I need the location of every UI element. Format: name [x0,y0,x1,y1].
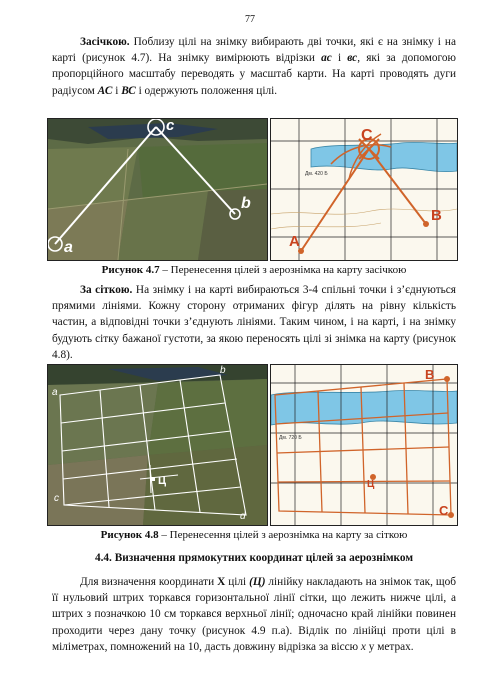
map48-label-C: C [439,503,449,518]
text-span: і [112,84,122,97]
photo-label-b: b [241,195,251,212]
section-heading: 4.4. Визначення прямокутних координат цілей за аерознімком [94,552,414,564]
text-span: цілі [225,576,250,588]
caption-number: Рисунок 4.8 [100,529,159,541]
text-span: і [331,52,348,65]
term-grid: За сіткою. [80,284,133,296]
map48-label-dm: Дм. 720 Б [279,435,302,441]
map-label-dm: Дм. 420 Б [305,171,328,177]
text-span: і одержують положення цілі. [135,84,278,97]
text-span: Для визначення координати [80,576,218,588]
text-span: , які за допомогою пропорційного масштабу переводять у масштаб карти. На карті проводять дуги радіусом [52,52,456,97]
photo-label-a: a [64,239,73,256]
text-span: Поблизу цілі на знімку вибирають дві точки, які є на знімку і на карті (рисунок 4.7). На знімку вимірюють відрізки [52,36,456,65]
text-span: лінійку накладають на знімок так, щоб її нульовий штрих торкався горизонтальної лінії сітки, що лежить нижче цілі, а штрих з позначкою 10 см торкався верхньої лінії; одночасно край лінійки повинен проходити через дану точку (рисунок 4.9 п.а). Відлік по лінійці проти цілі в міліметрах, помножений на 10, дасть довжину відрізка за віссю [52,576,456,653]
caption-figure-4-8 [52,529,456,541]
map48-label-target: Ц [367,479,375,490]
paragraph-coordinates [52,574,456,655]
map-label-A: A [289,233,300,250]
paragraph-intersection [52,34,456,99]
photo-label-c: c [166,118,175,134]
figure-4-8-aerial-photo [47,364,268,526]
photo48-label-c: c [54,493,59,504]
photo48-label-b: b [220,365,226,376]
axis-x: х [360,640,366,653]
photo48-label-target: Ц [158,475,167,487]
caption-text: – Перенесення цілей з аерознімка на карту засічкою [159,264,407,276]
map48-label-B: B [425,367,435,382]
page-number: 77 [245,14,255,25]
target-symbol: (Ц) [249,576,266,588]
text-span: На знімку і на карті вибираються 3-4 спільні точки і з’єднуються прямими лініями. Кожну сторону отриманих фігур ділять на рівну кількість частин, а відповідні точки з’єднують лініями. Таким чином, і на карті, і на знімку будують сітку бажаної густоти, за якою переносять цілі зі знімка на карту (рисунок 4.8). [52,284,456,361]
figure-4-8-map [270,364,458,526]
paragraph-grid-method [52,282,456,363]
figure-4-7-aerial-photo [47,118,268,261]
caption-figure-4-7 [52,264,456,276]
caption-text: – Перенесення цілей з аерознімка на карту за сіткою [158,529,408,541]
photo48-label-d: d [240,511,246,522]
text-span: у метрах. [365,640,414,653]
map-label-B: B [431,207,442,224]
photo48-label-a: a [52,387,58,398]
caption-number: Рисунок 4.7 [101,264,160,276]
radius-ac: АС [97,84,113,97]
segment-bc: вс [347,52,358,65]
map-label-C: C [361,127,373,144]
coord-x-bold: Х [217,576,226,588]
term-intersection: Засічкою. [80,36,130,48]
radius-bc: ВС [121,84,136,97]
segment-ac: ас [321,52,332,65]
figure-4-7-map [270,118,458,261]
